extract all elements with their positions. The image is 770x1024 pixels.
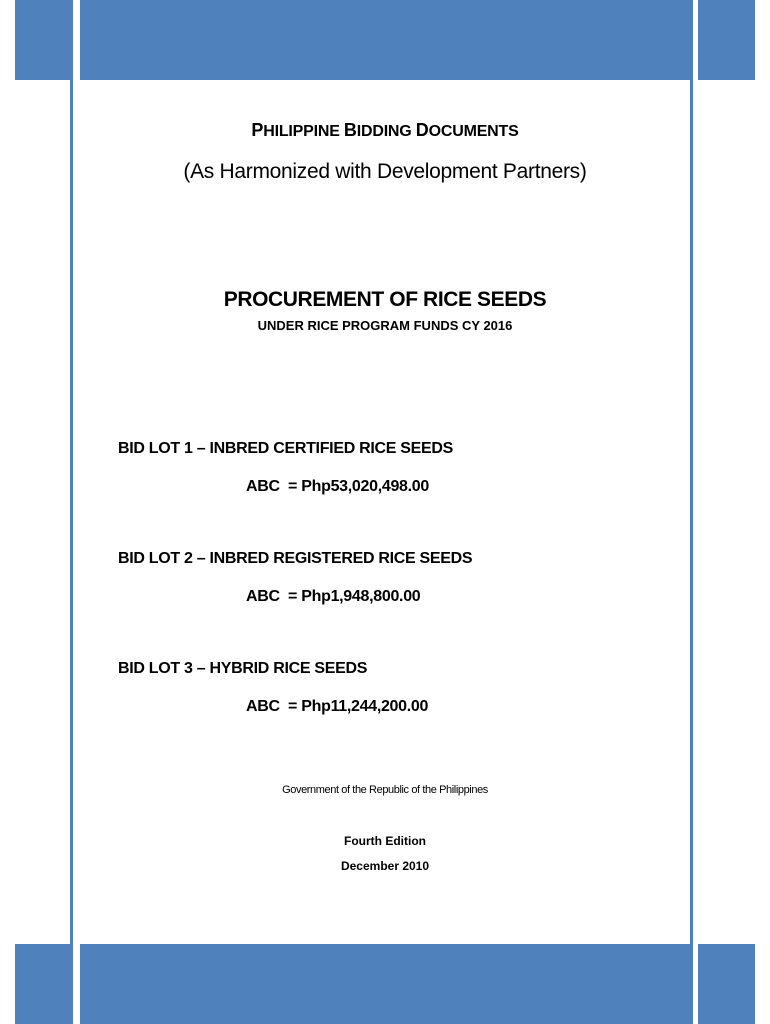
title-word-1: HILIPPINE — [263, 123, 340, 140]
border-right-rule — [690, 0, 693, 1024]
border-bottom-center-block — [80, 944, 690, 1024]
border-bottom-right-block — [698, 944, 755, 1024]
title-word-3: OCUMENTS — [428, 123, 519, 140]
document-subtitle: (As Harmonized with Development Partners) — [183, 160, 587, 183]
bid-lot-2-label: BID LOT 2 – INBRED REGISTERED RICE SEEDS — [118, 550, 473, 567]
edition-line: Fourth Edition — [344, 834, 426, 848]
bid-lot-2-abc: ABC = Php1,948,800.00 — [246, 588, 421, 605]
title-initial-2: B — [343, 120, 357, 140]
title-initial-1: P — [251, 120, 264, 140]
bid-lot-1-label: BID LOT 1 – INBRED CERTIFIED RICE SEEDS — [118, 440, 454, 457]
document-title — [80, 120, 690, 141]
border-left-rule — [70, 0, 73, 1024]
date-line: December 2010 — [340, 859, 430, 873]
border-bottom-left-block — [15, 944, 70, 1024]
border-top-center-block — [80, 0, 690, 80]
border-top-left-block — [15, 0, 70, 80]
border-top-right-block — [698, 0, 755, 80]
procurement-title: PROCUREMENT OF RICE SEEDS — [223, 288, 547, 311]
bid-lot-1-abc: ABC = Php53,020,498.00 — [246, 478, 429, 495]
title-initial-3: D — [415, 120, 429, 140]
government-line: Government of the Republic of the Philippines — [282, 784, 488, 796]
procurement-subtitle: UNDER RICE PROGRAM FUNDS CY 2016 — [257, 318, 513, 333]
title-word-2: IDDING — [356, 123, 412, 140]
bid-lot-3-abc: ABC = Php11,244,200.00 — [246, 698, 429, 715]
bid-lot-3-label: BID LOT 3 – HYBRID RICE SEEDS — [118, 660, 368, 677]
